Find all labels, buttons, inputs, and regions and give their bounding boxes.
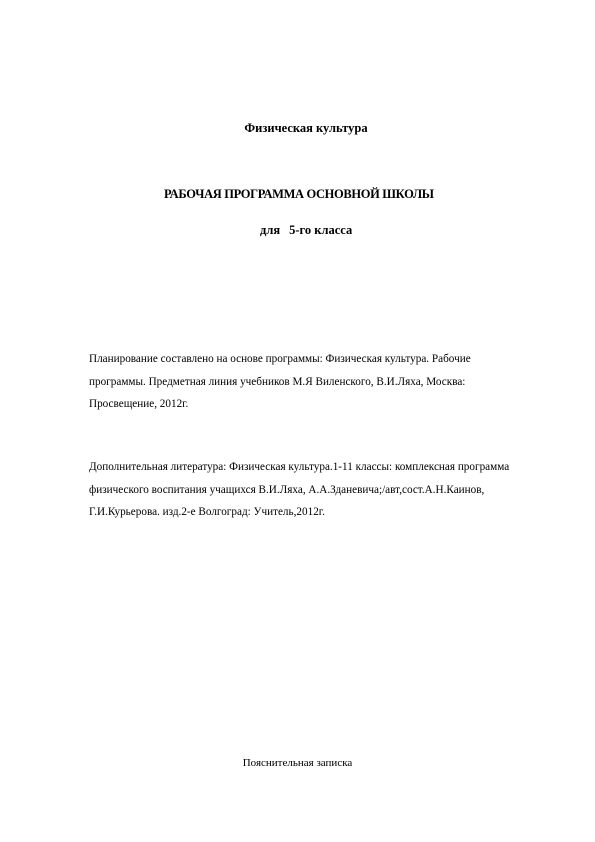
literature-paragraph-line-2: физического воспитания учащихся В.И.Ляха, А.А.Зданевича;/авт,сост.А.Н.Каинов, (89, 484, 485, 496)
subject-heading: Физическая культура (244, 121, 368, 135)
planning-paragraph-line-1: Планирование составлено на основе программы: Физическая культура. Рабочие (89, 353, 471, 365)
literature-paragraph-line-1: Дополнительная литература: Физическая культура.1-11 классы: комплексная программа (89, 461, 510, 473)
planning-paragraph-line-3: Просвещение, 2012г. (89, 398, 189, 410)
grade-value: 5-го класса (289, 223, 353, 237)
explanatory-note-heading: Пояснительная записка (242, 757, 353, 769)
grade-heading (260, 223, 352, 237)
literature-paragraph-line-3: Г.И.Курьерова. изд.2-е Волгоград: Учитель,2012г. (89, 506, 325, 518)
planning-paragraph-line-2: программы. Предметная линия учебников М.Я Виленского, В.И.Ляха, Москва: (89, 376, 466, 388)
program-title: РАБОЧАЯ ПРОГРАММА ОСНОВНОЙ ШКОЛЫ (164, 187, 434, 201)
grade-prefix: для (260, 223, 281, 237)
